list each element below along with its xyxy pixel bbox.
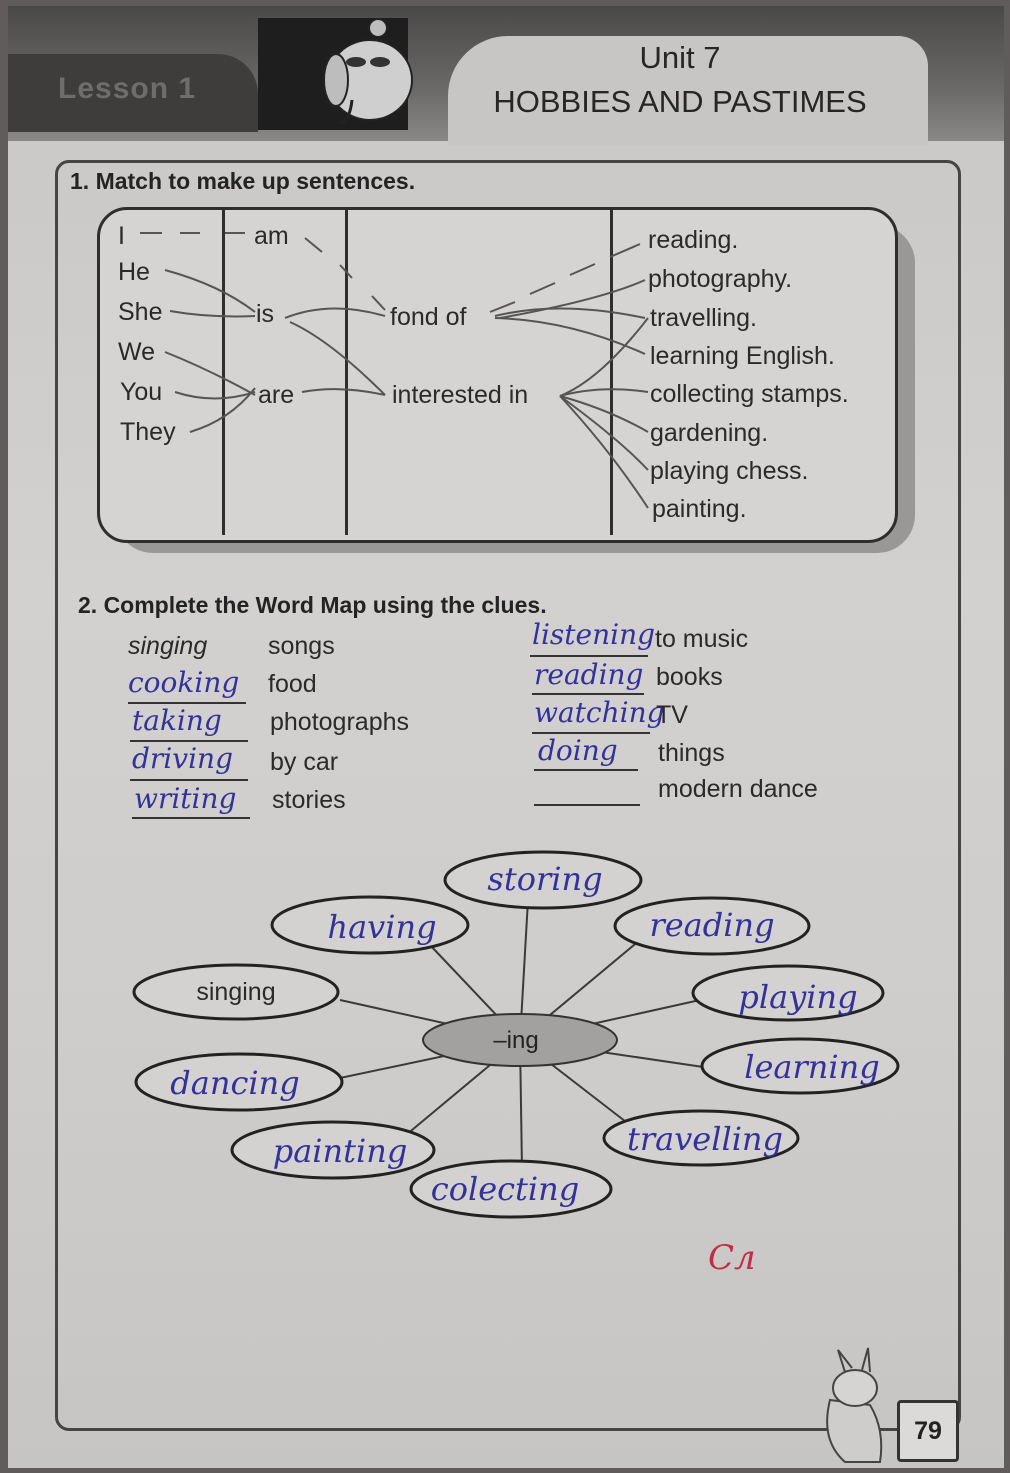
lesson-label: Lesson 1 xyxy=(58,72,197,105)
activity-word: painting. xyxy=(652,495,747,523)
handwritten-answer: doing xyxy=(538,734,618,767)
teacher-mark: Cл xyxy=(708,1238,756,1278)
verb-word: are xyxy=(258,381,295,409)
handwritten-answer: taking xyxy=(132,704,222,737)
map-node-label: playing xyxy=(738,978,858,1016)
handwritten-answer: cooking xyxy=(128,666,240,699)
clue-text: by car xyxy=(270,748,339,776)
map-node-label: reading xyxy=(649,906,775,944)
clue-text: songs xyxy=(268,632,335,660)
clue-text: food xyxy=(268,670,317,698)
map-node-label: travelling xyxy=(626,1120,784,1158)
handwritten-answer: reading xyxy=(534,658,644,691)
clue-text: modern dance xyxy=(658,775,818,803)
activity-word: travelling. xyxy=(650,304,757,332)
map-node-label: storing xyxy=(487,860,603,898)
verb-word: is xyxy=(256,300,275,328)
map-node-label: learning xyxy=(744,1048,880,1086)
map-node-label: having xyxy=(327,908,437,946)
clue-text: stories xyxy=(272,786,346,814)
clue-text: things xyxy=(658,739,725,767)
activity-word: reading. xyxy=(648,226,739,254)
clue-text: TV xyxy=(656,701,688,729)
activity-word: gardening. xyxy=(650,419,769,447)
phrase-word: interested in xyxy=(392,381,529,409)
subject-word: You xyxy=(120,378,163,406)
map-node-label: painting xyxy=(272,1132,408,1170)
clue-answer: singing xyxy=(128,632,208,660)
unit-number: Unit 7 xyxy=(639,40,721,75)
activity-word: learning English. xyxy=(650,342,835,370)
subject-word: He xyxy=(118,258,150,286)
subject-word: They xyxy=(120,418,176,446)
clue-text: books xyxy=(656,663,723,691)
subject-word: We xyxy=(118,338,156,366)
page-number: 79 xyxy=(897,1400,959,1462)
activity-word: playing chess. xyxy=(650,457,809,485)
activity-word: photography. xyxy=(648,265,793,293)
handwritten-answer: watching xyxy=(534,696,665,729)
map-center-label: –ing xyxy=(493,1027,539,1054)
phrase-word: fond of xyxy=(390,303,467,331)
map-node-label: dancing xyxy=(170,1064,300,1102)
handwritten-answer: driving xyxy=(132,742,233,775)
handwritten-answer: writing xyxy=(134,782,237,815)
unit-title: HOBBIES AND PASTIMES xyxy=(493,84,867,119)
activity-word: collecting stamps. xyxy=(650,380,849,408)
map-node-label: colecting xyxy=(430,1170,580,1208)
clue-text: to music xyxy=(655,625,749,653)
handwritten-answer: listening xyxy=(532,618,656,651)
exercise1-heading: 1. Match to make up sentences. xyxy=(70,168,416,194)
subject-word: She xyxy=(118,298,163,326)
clue-text: photographs xyxy=(270,708,410,736)
verb-word: am xyxy=(254,222,289,250)
exercise2-heading: 2. Complete the Word Map using the clues. xyxy=(78,592,547,618)
subject-word: I xyxy=(118,222,125,250)
map-node-label: singing xyxy=(196,978,276,1006)
